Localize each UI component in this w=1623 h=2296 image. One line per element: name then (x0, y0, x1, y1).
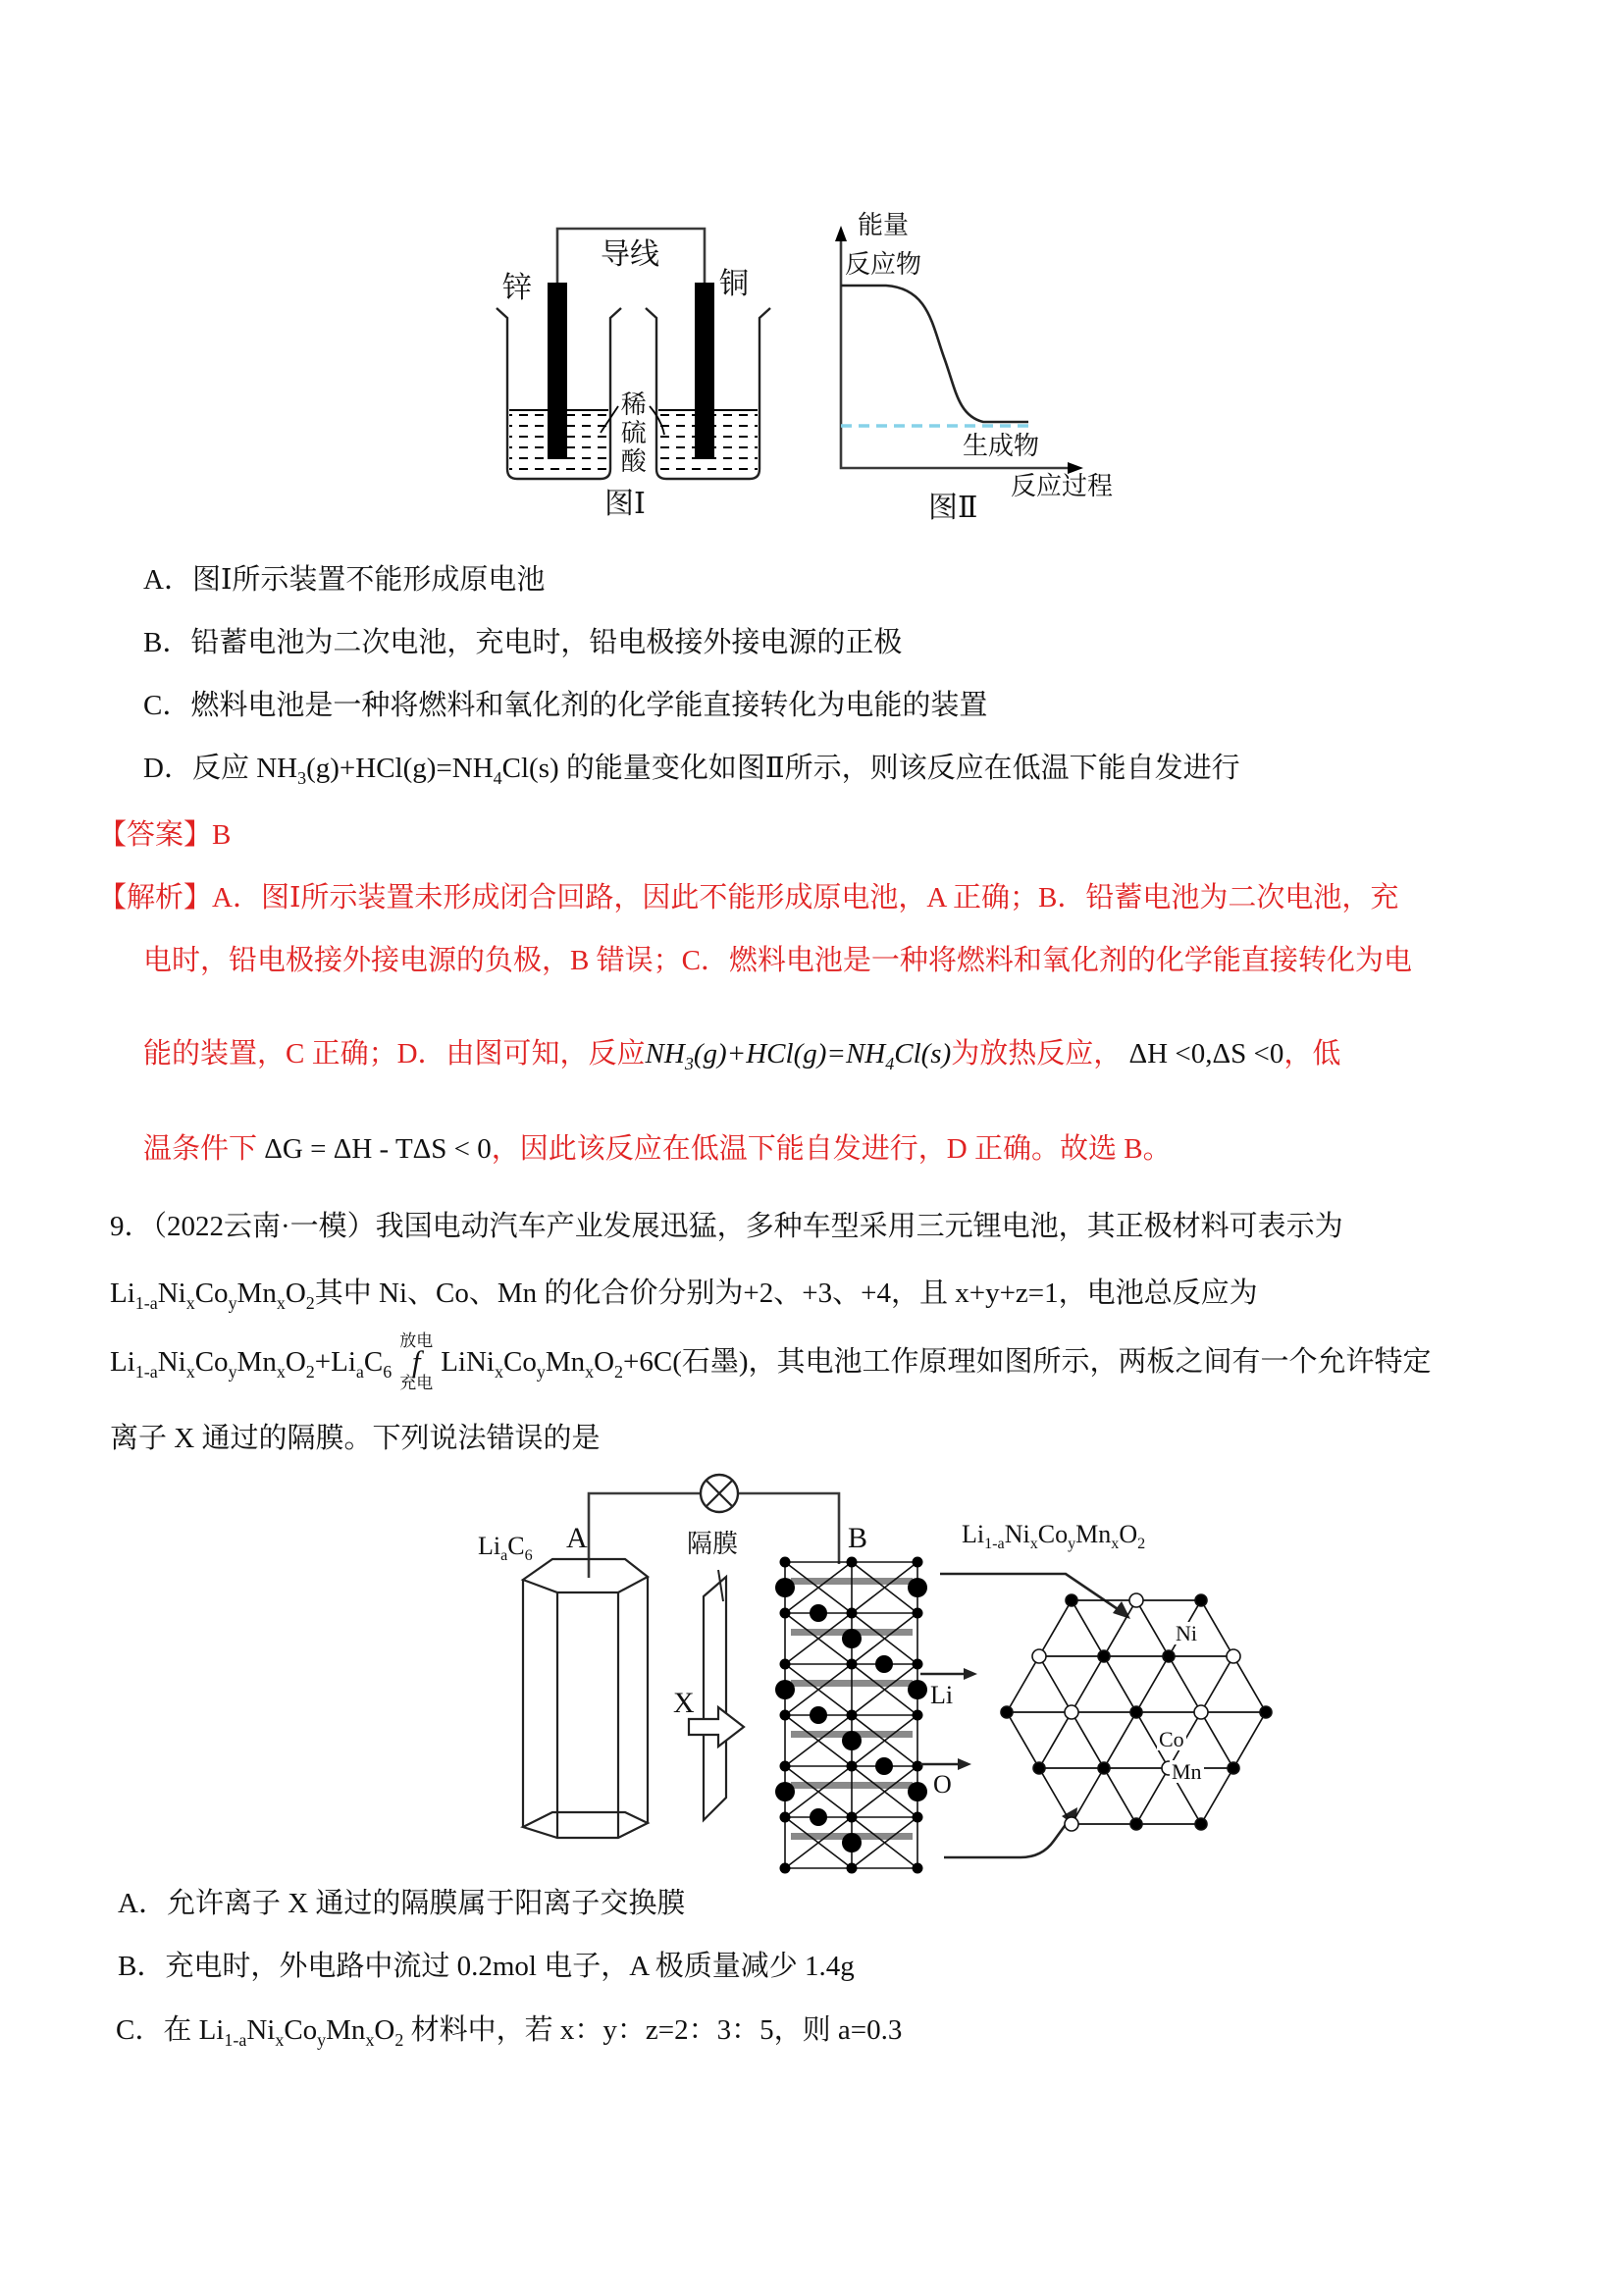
ion-x-label: X (673, 1687, 695, 1719)
q8-option-b: B．铅蓄电池为二次电池，充电时，铅电极接外接电源的正极 (143, 627, 903, 658)
membrane-label: 隔膜 (687, 1530, 739, 1558)
fig2-energy-curve (841, 286, 1028, 422)
q8-analysis-line4: 温条件下 ΔG = ΔH - TΔS < 0，因此该反应在低温下能自发进行，D 正确。故选 B。 (143, 1133, 1172, 1165)
fig2-product-label: 生成物 (963, 432, 1040, 460)
anode-graphite-prism (523, 1559, 648, 1838)
atom-cluster (1001, 1593, 1272, 1831)
fig1-copper-electrode (695, 283, 714, 459)
o-atom-arrow (920, 1758, 971, 1770)
fig1-acid-label: 稀硫酸 (617, 391, 647, 476)
fig2-caption: 图Ⅱ (928, 492, 978, 524)
co-atom-label: Co (1159, 1727, 1184, 1751)
cathode-label-pointer (940, 1574, 1130, 1619)
q9-stem-line2: $Li_{1-a}Ni_xCo_yMn_xO_2$其中 Ni、Co、Mn 的化合价分别为+2、+3、+4，且 x+y+z=1，电池总反应为 (110, 1278, 1258, 1313)
lamp-icon (701, 1475, 738, 1512)
fig2-yaxis-arrowhead (835, 226, 847, 241)
reversible-arrow-glyph: f (411, 1343, 421, 1379)
charge-discharge-arrow (399, 1332, 433, 1391)
fig1-caption: 图Ⅰ (604, 488, 646, 520)
mn-atom-label: Mn (1172, 1759, 1202, 1784)
cathode-lattice (775, 1557, 927, 1874)
o-label: O (933, 1770, 952, 1799)
q9-reaction-right: $LiNi_xCo_yMn_xO_2+6C$(石墨)，其电池工作原理如图所示，两板之间有一个允许特定 (441, 1345, 1432, 1382)
discharge-label: 放电 (399, 1331, 434, 1350)
fig1-wire-label: 导线 (601, 238, 659, 271)
li-ion-arrow (920, 1668, 977, 1680)
fig2-yaxis-label: 能量 (858, 211, 910, 239)
anode-material-label: $Li_aC_6$ (478, 1532, 533, 1565)
q8-analysis-line2: 电时，铅电极接外接电源的负极，B 错误；C．燃料电池是一种将燃料和氧化剂的化学能直接转化为电 (143, 945, 1412, 976)
membrane-plane (704, 1570, 726, 1820)
q8-answer: 【答案】B (98, 819, 232, 851)
electrode-a-label: A (566, 1522, 588, 1554)
q8-option-c: C．燃料电池是一种将燃料和氧化剂的化学能直接转化为电能的装置 (143, 690, 988, 721)
fig1-zinc-label: 锌 (502, 272, 532, 304)
electrode-b-label: B (848, 1522, 868, 1554)
fig2-xaxis-label: 反应过程 (1011, 472, 1114, 500)
q9-option-c: C．在 $Li_{1-a}Ni_xCo_yMn_xO_2$ 材料中，若 x：y：z=2：3：5，则 a=0.3 (116, 2014, 903, 2050)
q9-option-b: B．充电时，外电路中流过 0.2mol 电子，A 极质量减少 1.4g (118, 1951, 855, 1982)
q9-reaction-left: $Li_{1-a}Ni_xCo_yMn_xO_2+Li_aC_6$ (110, 1345, 393, 1382)
cathode-material-label: $Li_{1-a}Ni_xCo_yMn_xO_2$ (962, 1520, 1146, 1553)
q9-option-a: A．允许离子 X 通过的隔膜属于阳离子交换膜 (118, 1888, 686, 1919)
charge-label: 充电 (399, 1374, 434, 1393)
fig1-zinc-electrode (548, 283, 567, 459)
q9-stem-line1: 9．（2022云南·一模）我国电动汽车产业发展迅猛，多种车型采用三元锂电池，其正极材料可表示为 (110, 1211, 1343, 1242)
fig2-reactant-label: 反应物 (845, 250, 922, 279)
q8-option-d: D．反应 $NH_3(g)+HCl(g)=NH_4Cl(s)$ 的能量变化如图Ⅱ所示，则该反应在低温下能自发进行 (143, 753, 1240, 788)
cluster-pointer-arrow (944, 1807, 1077, 1857)
q9-stem-line4: 离子 X 通过的隔膜。下列说法错误的是 (110, 1423, 601, 1454)
li-label: Li (930, 1681, 954, 1709)
fig1-copper-label: 铜 (719, 268, 749, 300)
ni-atom-label: Ni (1176, 1621, 1197, 1645)
q8-option-a: A．图Ⅰ所示装置不能形成原电池 (143, 564, 546, 596)
q8-analysis-line3: 能的装置，C 正确；D．由图可知，反应$NH_3(g)+HCl(g)=NH_4Cl(s)$为放热反应， ΔH <0,ΔS <0，低 (143, 1038, 1341, 1073)
q9-battery-reaction (110, 1327, 1432, 1397)
q8-analysis-line1: 【解析】A．图Ⅰ所示装置未形成闭合回路，因此不能形成原电池，A 正确；B．铅蓄电池为二次电池，充 (98, 882, 1399, 913)
